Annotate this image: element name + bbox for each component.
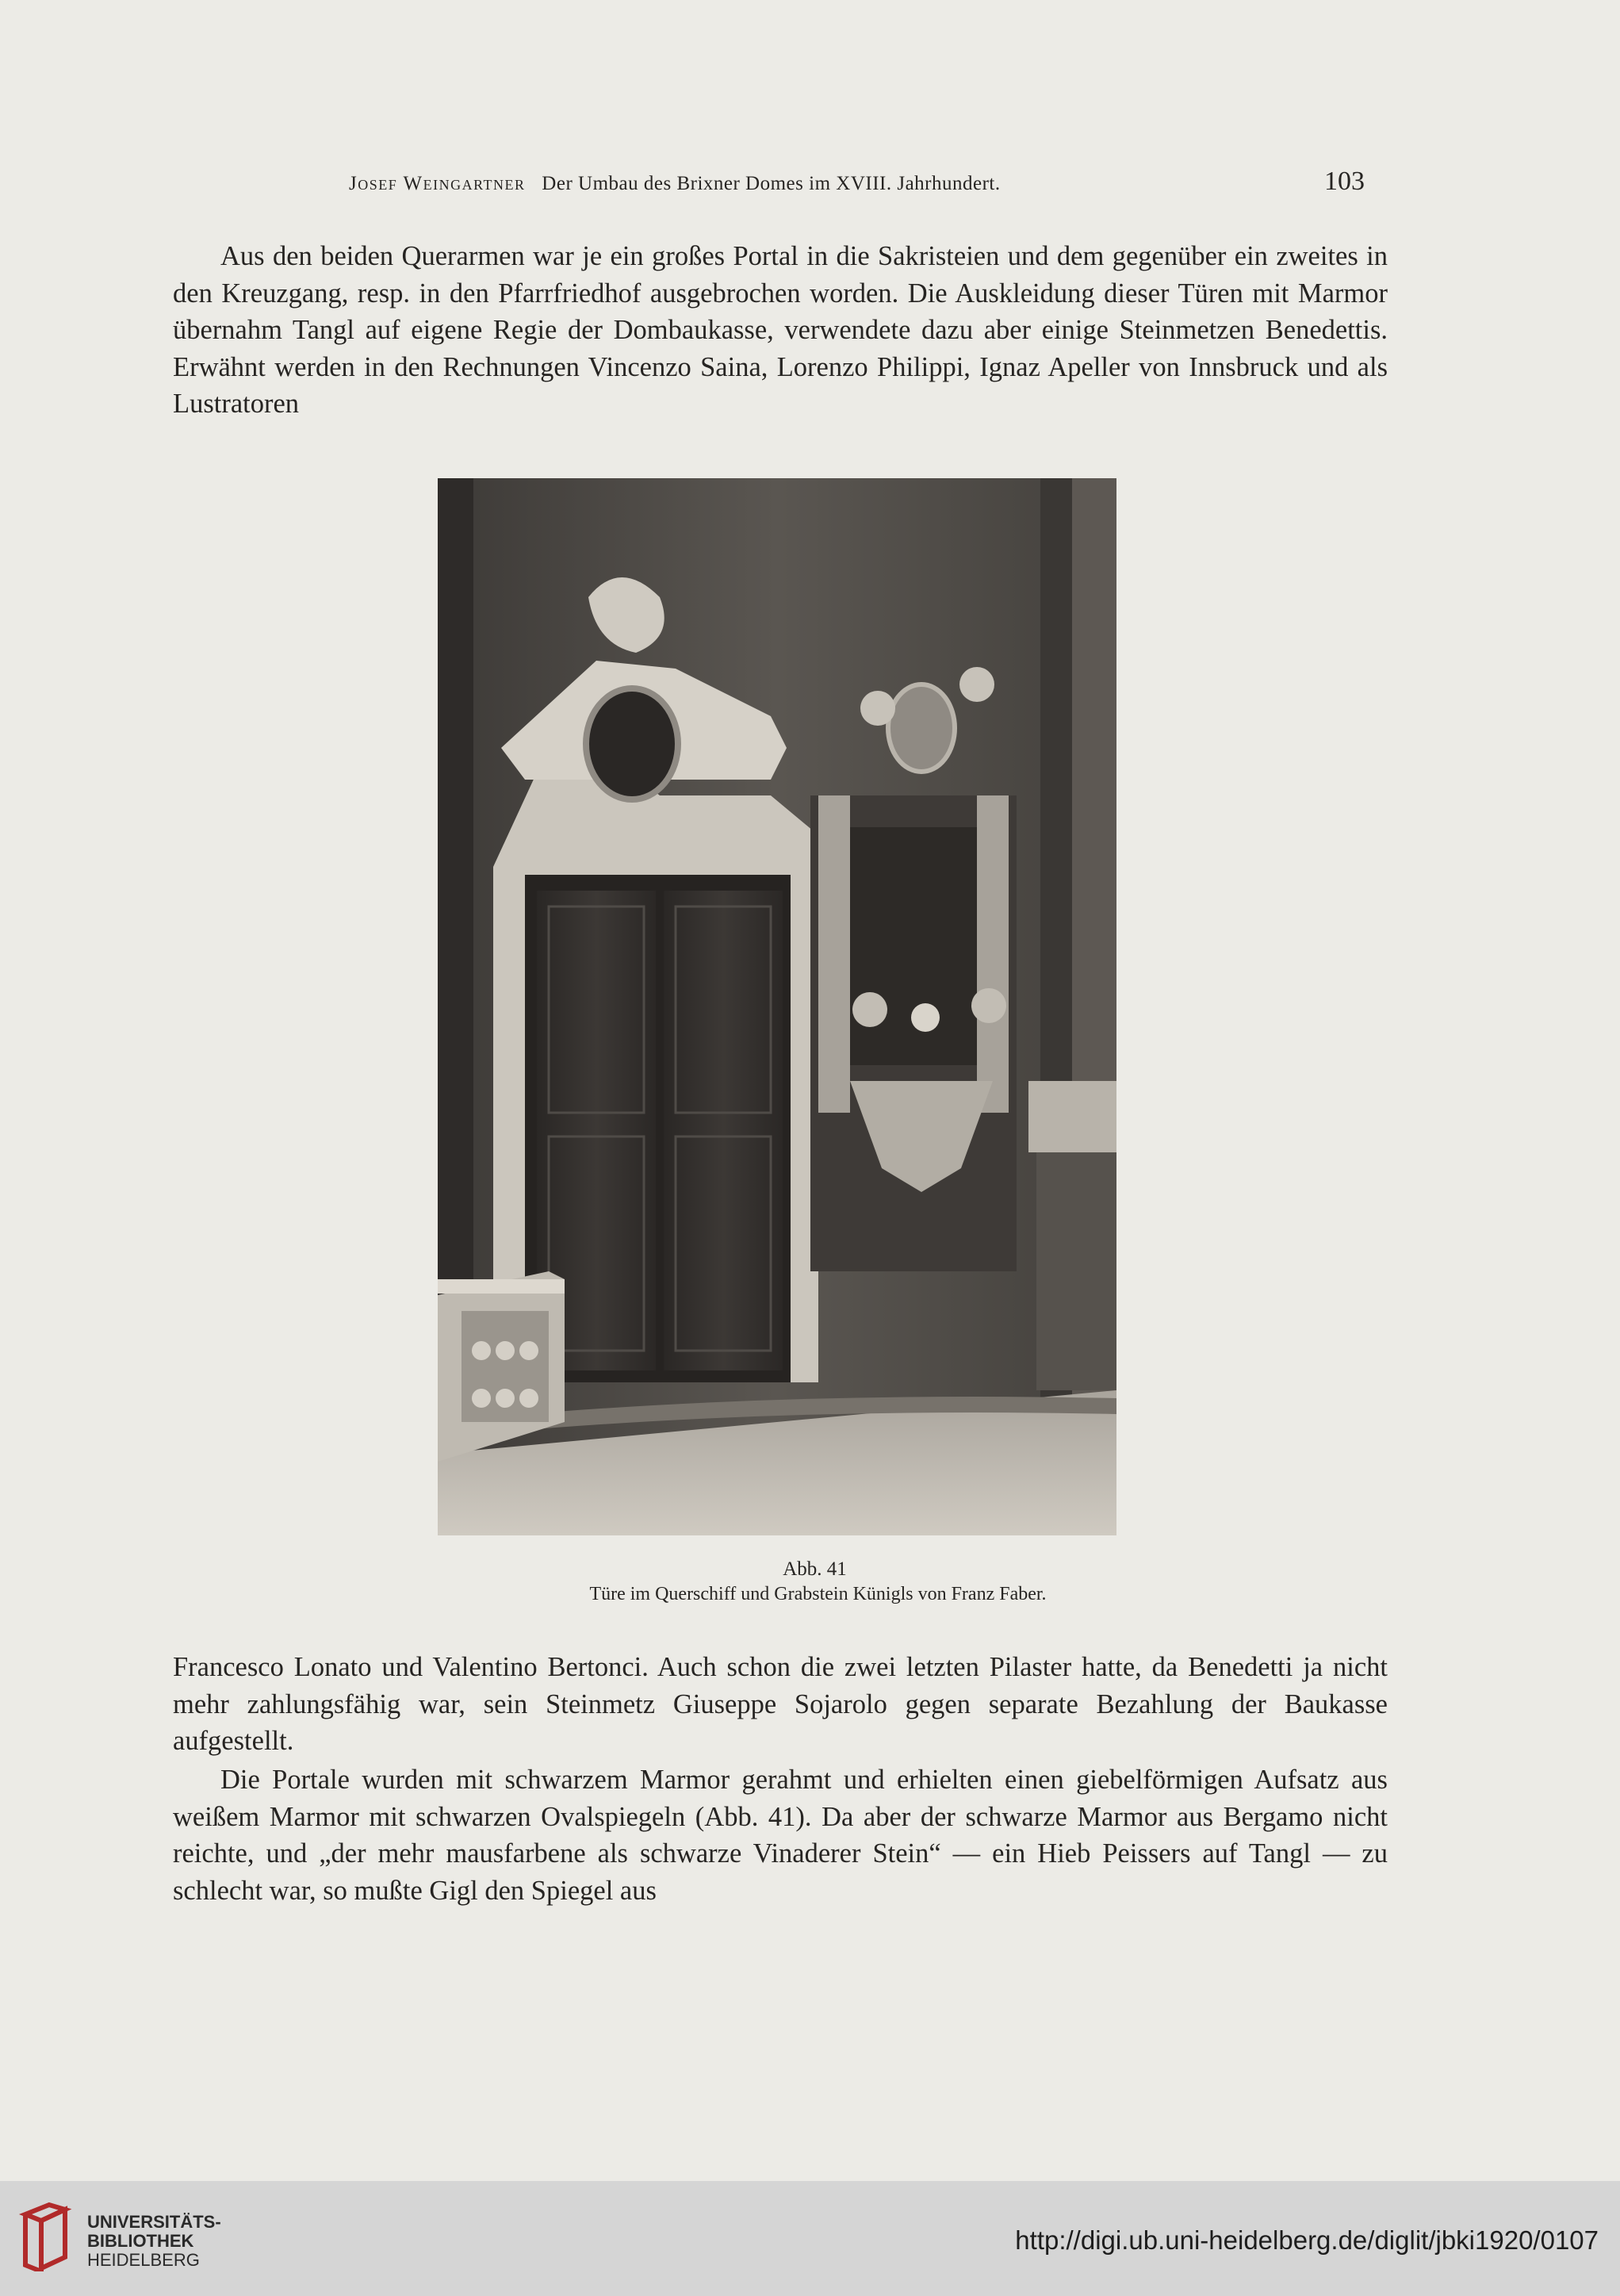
header-author: Josef Weingartner	[349, 173, 526, 194]
library-footer	[0, 2181, 1620, 2296]
figure-label: Abb. 41	[783, 1558, 847, 1580]
library-logo-icon	[17, 2198, 73, 2271]
figure-caption: Türe im Querschiff und Grabstein Künigls von Franz Faber.	[589, 1584, 1047, 1604]
photo-door-and-epitaph	[438, 478, 1116, 1535]
library-name-line-2: BIBLIOTHEK	[87, 2231, 194, 2251]
page-number: 103	[1324, 167, 1365, 196]
running-header	[349, 173, 1380, 195]
library-name-line-1: UNIVERSITÄTS-	[87, 2212, 221, 2232]
header-title: Der Umbau des Brixner Domes im XVIII. Jahrhundert.	[542, 173, 1001, 194]
paragraph-3: Die Portale wurden mit schwarzem Marmor gerahmt und erhielten einen giebelförmigen Aufsatz aus weißem Marmor mit schwarzen Ovalspiegeln (Abb. 41). Da aber der schwarze Marmor aus Bergamo nicht reichte, und „der mehr mausfarbene als schwarze Vinaderer Stein“ — ein Hieb Peissers auf Tangl — zu schlecht war, so mußte Gigl den Spiegel aus	[173, 1765, 1388, 1906]
paragraph-1: Aus den beiden Querarmen war je ein großes Portal in die Sakristeien und dem gegenüber ein zweites in den Kreuzgang, resp. in den Pfarrfriedhof ausgebrochen worden. Die Auskleidung dieser Türen mit Marmor übernahm Tangl auf eigene Regie der Dombaukasse, verwendete dazu aber einige Steinmetzen Benedettis. Erwähnt werden in den Rechnungen Vincenzo Saina, Lorenzo Philippi, Ignaz Apeller von Innsbruck und als Lustratoren	[173, 241, 1388, 419]
library-name	[87, 2213, 221, 2270]
library-name-line-3: HEIDELBERG	[87, 2250, 200, 2270]
source-url-link[interactable]: http://digi.ub.uni-heidelberg.de/diglit/jbki1920/0107	[1015, 2225, 1599, 2255]
paragraph-2: Francesco Lonato und Valentino Bertonci. Auch schon die zwei letzten Pilaster hatte, da Benedetti ja nicht mehr zahlungsfähig war, sein Steinmetz Giuseppe Sojarolo gegen separate Bezahlung der Baukasse aufgestellt.	[173, 1652, 1388, 1756]
figure-photograph	[438, 478, 1116, 1535]
